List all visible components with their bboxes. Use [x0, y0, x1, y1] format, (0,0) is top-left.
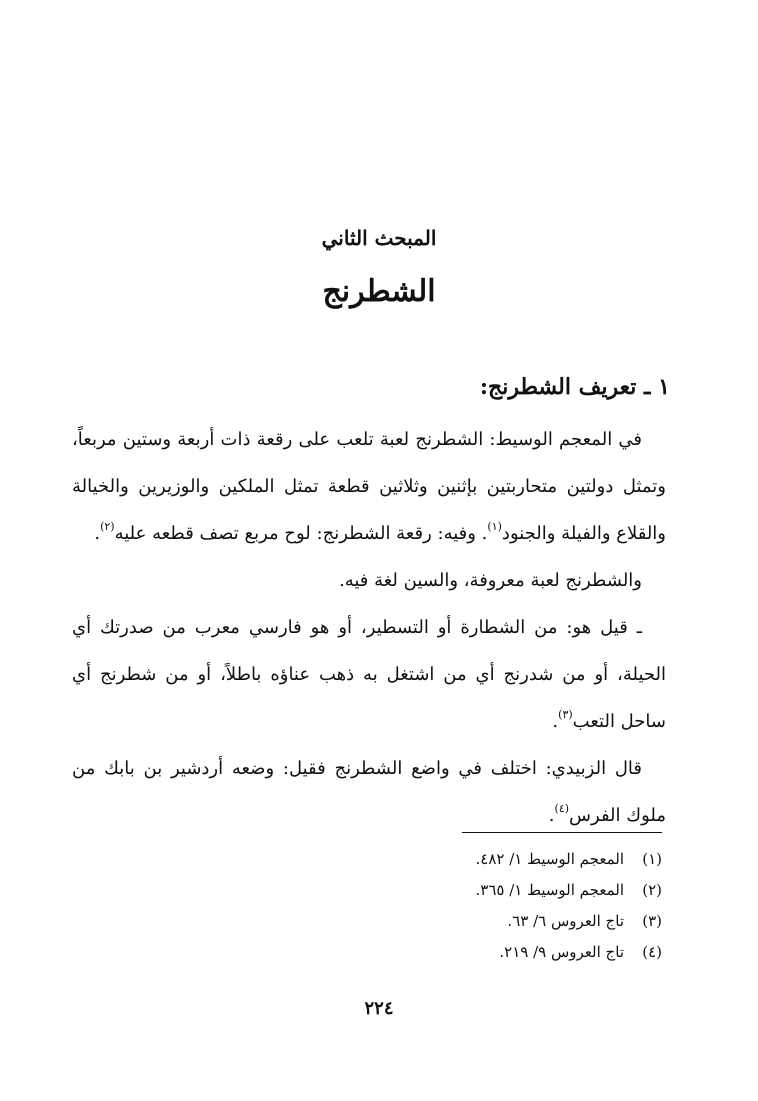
- paragraph-text: قال الزبيدي: اختلف في واضع الشطرنج فقيل: وضعه أردشير بن بابك من ملوك الفرس: [72, 758, 666, 826]
- footnote-number: (٣): [642, 912, 662, 930]
- paragraph-text: .: [94, 523, 101, 544]
- paragraph-etymology: [72, 604, 666, 745]
- footnote-text: تاج العروس ٩/ ٢١٩.: [499, 943, 624, 961]
- definition-heading: ١ ـ تعريف الشطرنج:: [479, 374, 670, 400]
- footnotes: [162, 844, 662, 968]
- footnote-number: (١): [642, 850, 662, 868]
- footnote-divider: [462, 832, 662, 833]
- footnote-text: المعجم الوسيط ١/ ٤٨٢.: [475, 850, 624, 868]
- footnote-item: [162, 906, 662, 937]
- paragraph-text: والشطرنج لعبة معروفة، والسين لغة فيه.: [338, 570, 642, 591]
- section-label: المبحث الثاني: [321, 226, 437, 250]
- footnote-text: المعجم الوسيط ١/ ٣٦٥.: [475, 881, 624, 899]
- paragraph-text: في المعجم الوسيط: الشطرنج لعبة تلعب على رقعة ذات أربعة وستين مربعاً، وتمثل دولتين متحاربتين بإثنين وثلاثين قطعة تمثل الملكين والوزيرين والخيالة والقلاع والفيلة والجنود: [72, 429, 666, 544]
- paragraph-text: .: [548, 805, 555, 826]
- paragraph-text: .: [552, 711, 559, 732]
- section-title: الشطرنج: [322, 274, 436, 309]
- footnote-ref: (٤): [554, 802, 570, 815]
- footnote-number: (٤): [642, 943, 662, 961]
- page-number: ٢٢٤: [364, 998, 394, 1019]
- footnote-ref: (٣): [558, 708, 573, 721]
- paragraph-spelling-note: [72, 557, 666, 604]
- footnote-item: [162, 937, 662, 968]
- footnote-text: تاج العروس ٦/ ٦٣.: [507, 912, 624, 930]
- paragraph-dictionary-definition: [72, 416, 666, 557]
- paragraph-text: . وفيه: رقعة الشطرنج: لوح مربع تصف قطعه عليه: [114, 523, 488, 544]
- footnote-ref: (٢): [100, 520, 115, 533]
- footnote-ref: (١): [487, 520, 502, 533]
- paragraph-origin: [72, 745, 666, 839]
- paragraph-text: ـ قيل هو: من الشطارة أو التسطير، أو هو فارسي معرب من صدرتك أي الحيلة، أو من شدرنج أي من اشتغل به ذهب عناؤه باطلاً، أو من شطرنج أي ساحل التعب: [72, 617, 666, 732]
- body-text: [72, 416, 666, 839]
- footnote-item: [162, 844, 662, 875]
- footnote-item: [162, 875, 662, 906]
- footnote-number: (٢): [642, 881, 662, 899]
